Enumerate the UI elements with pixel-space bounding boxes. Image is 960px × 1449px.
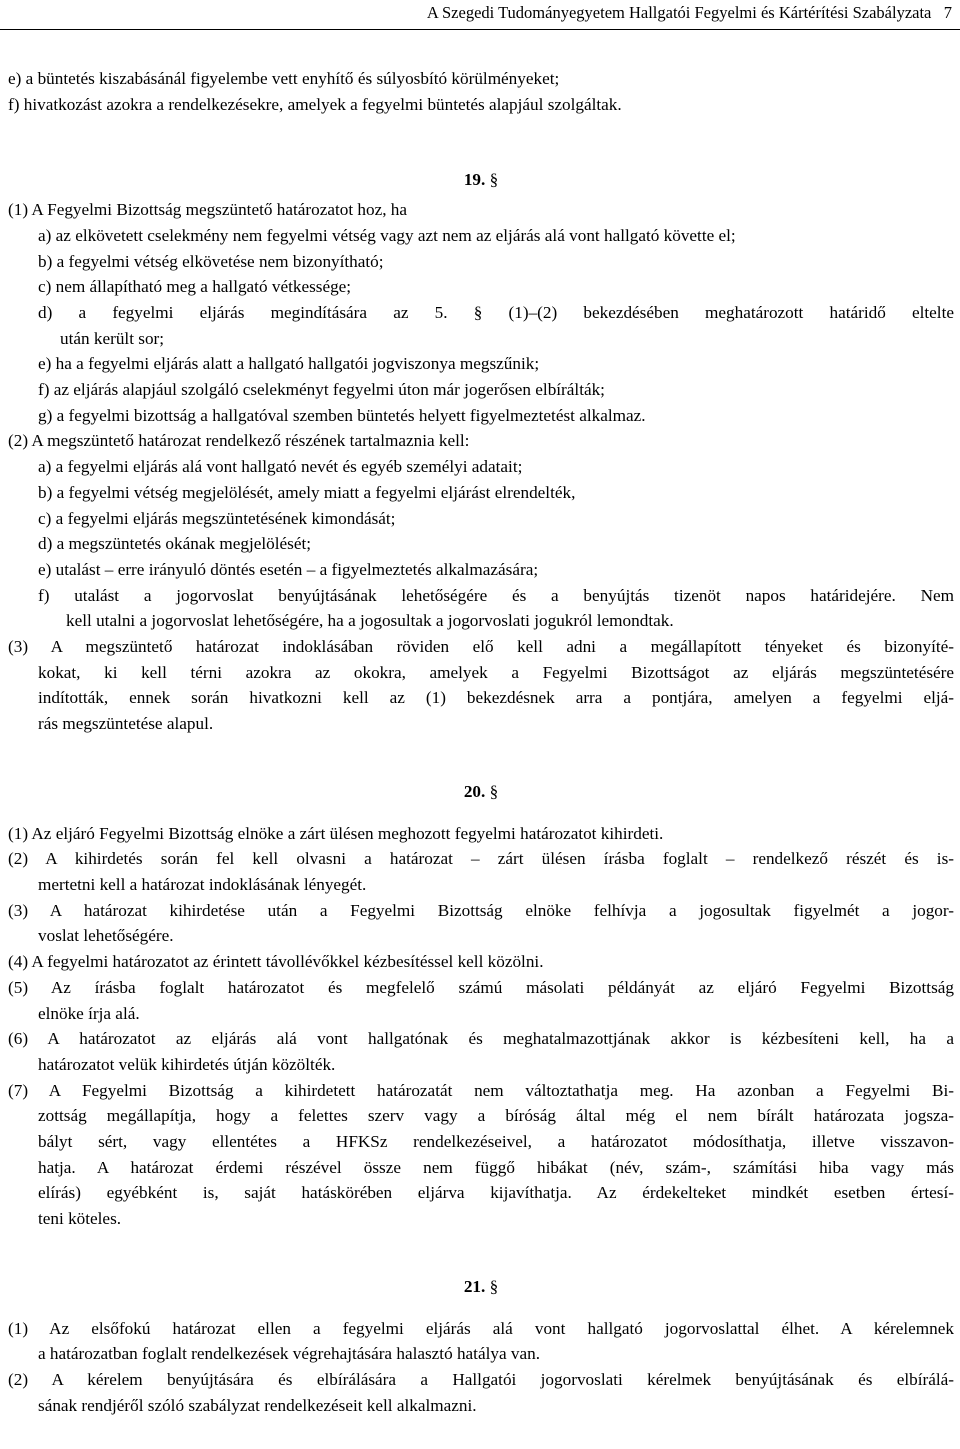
section-20-title: [8, 779, 954, 805]
section-symbol: §: [489, 1276, 499, 1296]
s20-p7-line: (7) A Fegyelmi Bizottság a kihirdetett határozatát nem változtathatja meg. Ha azonban a Fegyelmi Bi-: [8, 1080, 954, 1100]
s21-p1-line: (1) Az elsőfokú határozat ellen a fegyelmi eljárás alá vont hallgató jogorvoslattal élhet. A kérelemnek: [8, 1318, 954, 1338]
s19-p1-lead: (1) A Fegyelmi Bizottság megszüntető határozatot hoz, ha: [8, 200, 408, 220]
s19-p2-a: a) a fegyelmi eljárás alá vont hallgató nevét és egyéb személyi adatait;: [38, 457, 523, 477]
intro-line-e: e) a büntetés kiszabásánál figyelembe vett enyhítő és súlyosbító körülményeket;: [8, 69, 560, 88]
s20-p2-line: mertetni kell a határozat indoklásának lényegét.: [38, 874, 367, 894]
s20-p5-line: (5) Az írásba foglalt határozatot és megfelelő számú másolati példányát az eljáró Fegyelmi Bizottság: [8, 977, 954, 997]
s21-p1-line: a határozatban foglalt rendelkezések végrehajtására halasztó hatálya van.: [38, 1344, 540, 1364]
s20-p7-line: zottság megállapítja, hogy a felettes szerv vagy a bíróság által még el nem bírált határozata jogsza-: [38, 1106, 954, 1126]
s19-p2-e: e) utalást – erre irányuló döntés esetén – a figyelmeztetés alkalmazására;: [38, 559, 539, 579]
section-19-number: 19.: [463, 170, 486, 190]
header-rule: [0, 29, 960, 30]
section-symbol: §: [489, 781, 499, 801]
s20-p5-line: elnöke írja alá.: [38, 1003, 140, 1023]
s19-p1-d2: után került sor;: [60, 328, 165, 348]
s19-p2-b: b) a fegyelmi vétség megjelölését, amely miatt a fegyelmi eljárást elrendelték,: [38, 482, 576, 502]
s19-p3-line: kokat, ki kell térni azokra az okokra, amelyek a Fegyelmi Bizottságot az eljárás megszüntetésére: [38, 662, 954, 682]
page-number: 7: [943, 3, 952, 22]
s20-p4-line: (4) A fegyelmi határozatot az érintett távollévőkkel kézbesítéssel kell közölni.: [8, 952, 544, 972]
s19-p2-c: c) a fegyelmi eljárás megszüntetésének kimondását;: [38, 508, 396, 528]
s19-p3-line: rás megszüntetése alapul.: [38, 714, 214, 734]
header-title: A Szegedi Tudományegyetem Hallgatói Fegyelmi és Kártérítési Szabályzata: [426, 3, 932, 22]
s19-p1-d1: d) a fegyelmi eljárás megindítására az 5. § (1)–(2) bekezdésében meghatározott határidő eltelte: [38, 302, 954, 322]
section-21-number: 21.: [463, 1276, 486, 1296]
s20-p2-line: (2) A kihirdetés során fel kell olvasni a határozat – zárt ülésen írásba foglalt – rendelkező részét és is-: [8, 849, 954, 869]
s19-p2-f1: f) utalást a jogorvoslat benyújtásának lehetőségére és a benyújtás tizenöt napos határidejére. Nem: [38, 585, 954, 605]
running-header: [427, 3, 952, 23]
s19-p3-line: indították, ennek során hivatkozni kell az (1) bekezdésnek arra a pontjára, amelyen a fegyelmi eljá-: [38, 688, 954, 708]
s19-p1-c: c) nem állapítható meg a hallgató vétkessége;: [38, 277, 352, 297]
s19-p1-b: b) a fegyelmi vétség elkövetése nem bizonyítható;: [38, 251, 384, 271]
intro-line-f: f) hivatkozást azokra a rendelkezésekre, amelyek a fegyelmi büntetés alapjául szolgáltak.: [8, 94, 622, 114]
s20-p6-line: (6) A határozatot az eljárás alá vont hallgatónak és meghatalmazottjának akkor is kézbesíteni kell, ha a: [8, 1029, 954, 1049]
s21-p2-line: (2) A kérelem benyújtására és elbírálására a Hallgatói jogorvoslati kérelmek benyújtásának és elbírálá-: [8, 1369, 954, 1389]
section-21-title: [8, 1274, 954, 1300]
s19-p2-f2: kell utalni a jogorvoslat lehetőségére, ha a jogosultak a jogorvoslati jogukról lemondtak.: [66, 611, 674, 631]
s20-p7-line: teni köteles.: [38, 1209, 122, 1229]
s20-p7-line: hatja. A határozat érdemi részével össze nem függő hibákat (név, szám-, számítási hiba vagy más: [38, 1157, 954, 1177]
section-19-title: [8, 167, 954, 193]
s20-p1-line: (1) Az eljáró Fegyelmi Bizottság elnöke a zárt ülésen meghozott fegyelmi határozatot kihirdeti.: [8, 823, 664, 843]
s20-p3-line: (3) A határozat kihirdetése után a Fegyelmi Bizottság elnöke felhívja a jogosultak figyelmét a jogor-: [8, 900, 954, 920]
s21-p2-line: sának rendjéről szóló szabályzat rendelkezéseit kell alkalmazni.: [38, 1395, 477, 1415]
s19-p1-g: g) a fegyelmi bizottság a hallgatóval szemben büntetés helyett figyelmeztetést alkalmaz.: [38, 405, 646, 425]
s19-p3-line: (3) A megszüntető határozat indoklásában röviden elő kell adni a megállapított tényeket és bizonyíté-: [8, 637, 954, 657]
document-body: [8, 66, 954, 1418]
s20-p7-line: elírás) egyébként is, saját hatáskörében eljárva kijavíthatja. Az érdekelteket mindkét esetben értesí-: [38, 1183, 954, 1203]
s19-p1-f: f) az eljárás alapjául szolgáló cselekményt fegyelmi úton már jogerősen elbírálták;: [38, 380, 605, 400]
section-symbol: §: [489, 170, 499, 190]
s19-p1-e: e) ha a fegyelmi eljárás alatt a hallgató hallgatói jogviszonya megszűnik;: [38, 354, 540, 374]
s20-p3-line: voslat lehetőségére.: [38, 926, 174, 946]
s20-p7-line: bályt sért, vagy ellentétes a HFKSz rendelkezéseivel, a határozatot módosíthatja, illetve visszavon-: [38, 1132, 954, 1152]
s19-p1-a: a) az elkövetett cselekmény nem fegyelmi vétség vagy azt nem az eljárás alá vont hallgató követte el;: [38, 225, 736, 245]
section-20-number: 20.: [463, 781, 486, 801]
s19-p2-d: d) a megszüntetés okának megjelölését;: [38, 534, 311, 554]
s20-p6-line: határozatot velük kihirdetés útján közölték.: [38, 1054, 336, 1074]
s19-p2-lead: (2) A megszüntető határozat rendelkező részének tartalmaznia kell:: [8, 431, 470, 451]
